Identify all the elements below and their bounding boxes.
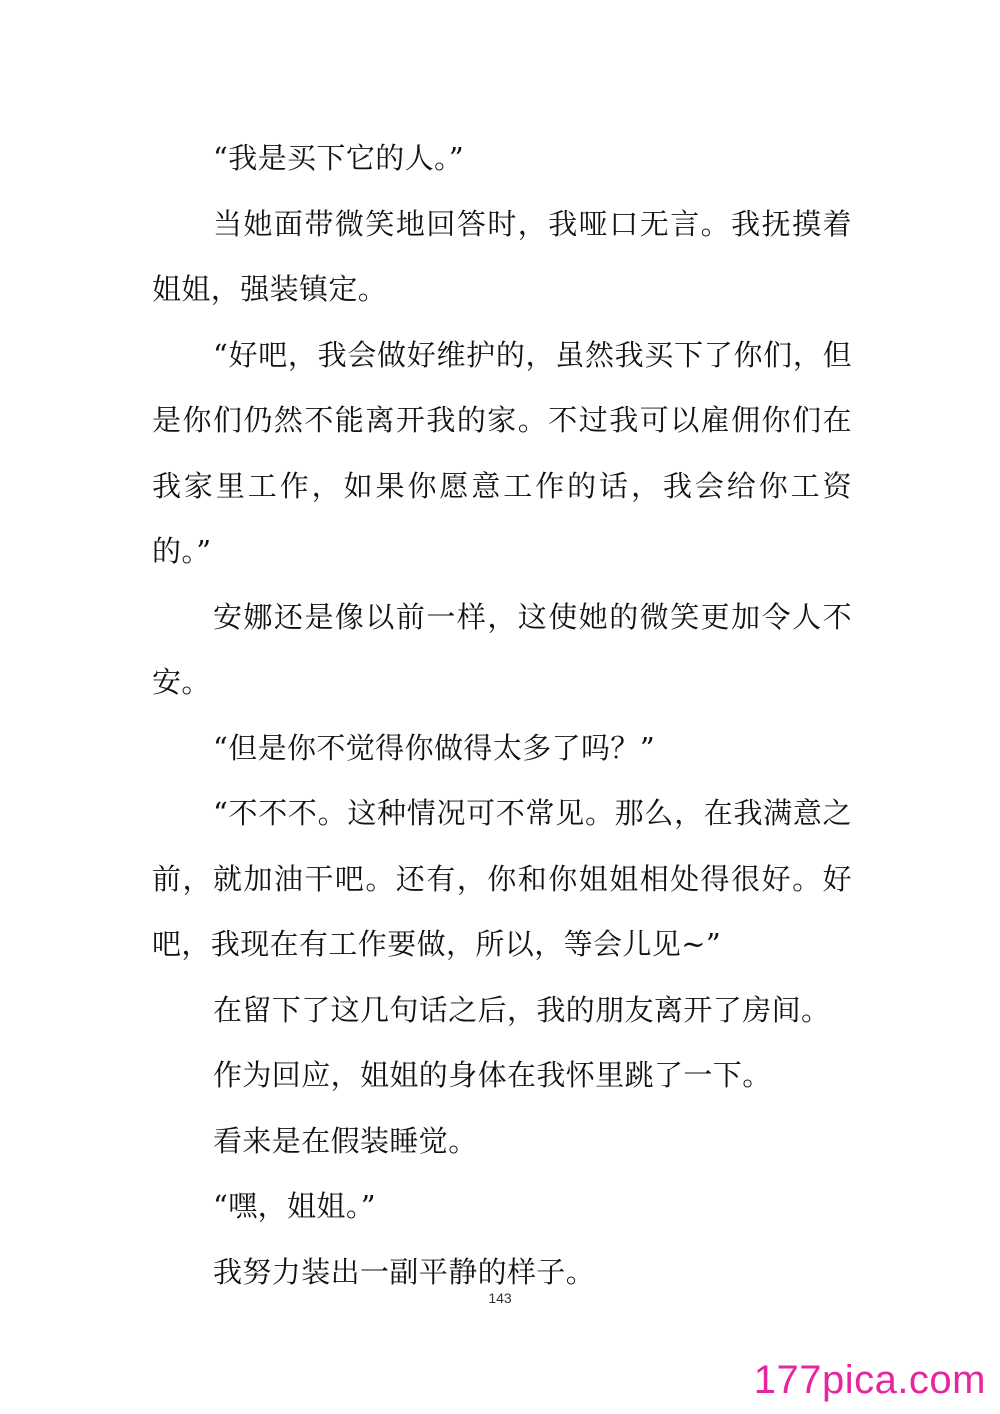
paragraph-5: “但是你不觉得你做得太多了吗？”	[213, 730, 656, 765]
watermark: 177pica.com	[753, 1358, 986, 1402]
paragraph-7: 在留下了这几句话之后，我的朋友离开了房间。	[213, 992, 831, 1027]
paragraph-4: 安娜还是像以前一样，这使她的微笑更加令人不安。	[152, 599, 852, 699]
paragraph-11: 我努力装出一副平静的样子。	[213, 1254, 596, 1289]
paragraph-2: 当她面带微笑地回答时，我哑口无言。我抚摸着姐姐，强装镇定。	[152, 206, 852, 306]
paragraph-10: “嘿，姐姐。”	[213, 1189, 376, 1223]
paragraph-6: “不不不。这种情况可不常见。那么，在我满意之前，就加油干吧。还有，你和你姐姐相处得很好。好吧，我现在有工作要做，所以，等会儿见~”	[152, 796, 852, 961]
page-number: 143	[488, 1290, 512, 1306]
paragraph-3: “好吧，我会做好维护的，虽然我买下了你们，但是你们仍然不能离开我的家。不过我可以雇佣你们在我家里工作，如果你愿意工作的话，我会给你工资的。”	[152, 337, 852, 568]
paragraph-9: 看来是在假装睡觉。	[213, 1123, 478, 1158]
paragraph-8: 作为回应，姐姐的身体在我怀里跳了一下。	[213, 1058, 772, 1092]
body-text	[152, 126, 852, 1305]
paragraph-1: “我是买下它的人。”	[213, 141, 465, 175]
